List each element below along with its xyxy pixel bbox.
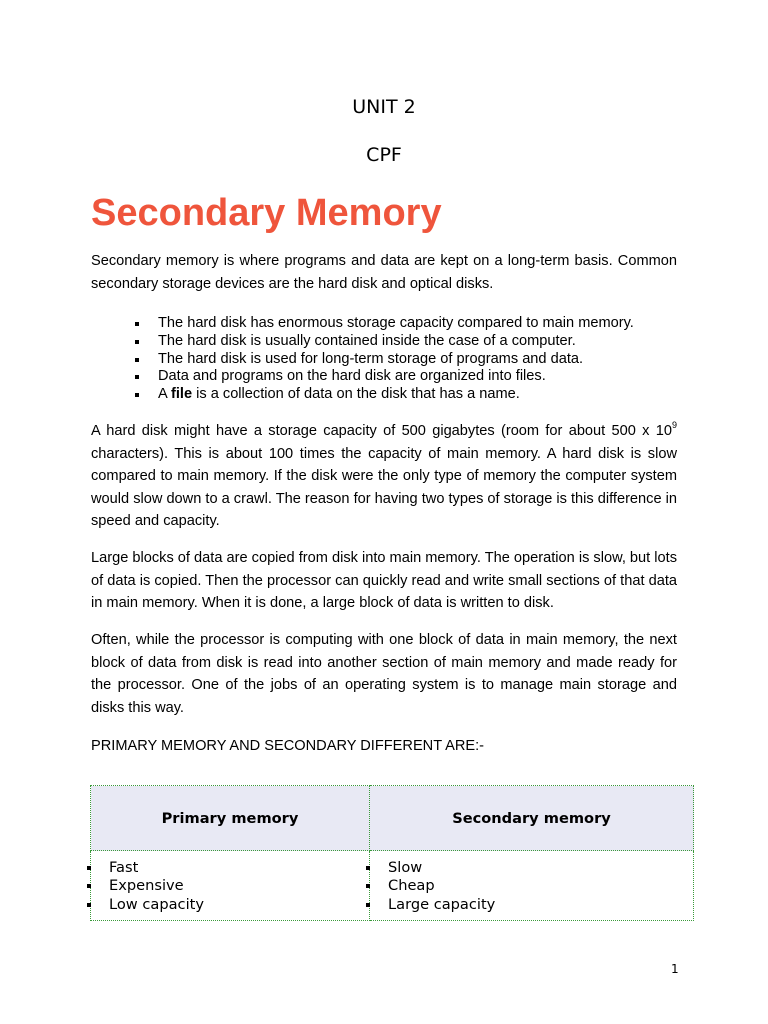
list-item: Cheap — [370, 877, 693, 895]
table-row — [91, 851, 694, 921]
list-item: Low capacity — [91, 896, 369, 914]
capacity-paragraph — [91, 420, 677, 533]
secondary-memory-list — [370, 859, 693, 914]
memory-comparison-table — [90, 785, 694, 921]
list-item: The hard disk has enormous storage capacity compared to main memory. — [135, 315, 634, 333]
primary-memory-cell — [91, 851, 370, 921]
block-copy-paragraph: Large blocks of data are copied from disk into main memory. The operation is slow, but lots of data is copied. Then the processor can quickly read and write small sections of that data in main memory. When it is done, a large block of data is written to disk. — [91, 550, 677, 611]
exponent: 9 — [671, 420, 677, 431]
primary-memory-list — [91, 859, 369, 914]
operating-system-paragraph: Often, while the processor is computing with one block of data in main memory, the next block of data from disk is read into another section of main memory and made ready for the processor. One of the jobs of an operating system is to manage main storage and disks this way. — [91, 632, 677, 716]
list-item: The hard disk is usually contained inside the case of a computer. — [135, 333, 634, 351]
hard-disk-bullet-list — [135, 315, 634, 404]
file-prefix: A — [158, 386, 171, 403]
list-item: Expensive — [91, 877, 369, 895]
list-item: The hard disk is used for long-term storage of programs and data. — [135, 351, 634, 369]
list-item: Slow — [370, 859, 693, 877]
table-header-row — [91, 786, 694, 851]
secondary-memory-cell — [370, 851, 694, 921]
course-label: CPF — [366, 144, 402, 166]
capacity-text-end: characters). This is about 100 times the capacity of main memory. A hard disk is slow compared to main memory. If the disk were the only type of memory the computer system would slow down to a crawl. The reason for having two types of storage is this difference in speed and capacity. — [91, 445, 677, 529]
secondary-memory-header: Secondary memory — [370, 786, 694, 851]
list-item: Large capacity — [370, 896, 693, 914]
file-suffix: is a collection of data on the disk that has a name. — [192, 386, 520, 403]
page-number: 1 — [671, 962, 679, 976]
comparison-heading: PRIMARY MEMORY AND SECONDARY DIFFERENT ARE:- — [91, 738, 485, 754]
list-item-file-definition — [135, 386, 634, 404]
intro-paragraph: Secondary memory is where programs and data are kept on a long-term basis. Common secondary storage devices are the hard disk and optical disks. — [91, 253, 677, 292]
primary-memory-header: Primary memory — [91, 786, 370, 851]
list-item: Data and programs on the hard disk are organized into files. — [135, 368, 634, 386]
unit-label: UNIT 2 — [352, 96, 416, 118]
page-title: Secondary Memory — [91, 192, 442, 234]
capacity-text-start: A hard disk might have a storage capacity of 500 gigabytes (room for about 500 x 10 — [91, 423, 672, 439]
list-item: Fast — [91, 859, 369, 877]
file-term: file — [170, 386, 193, 403]
